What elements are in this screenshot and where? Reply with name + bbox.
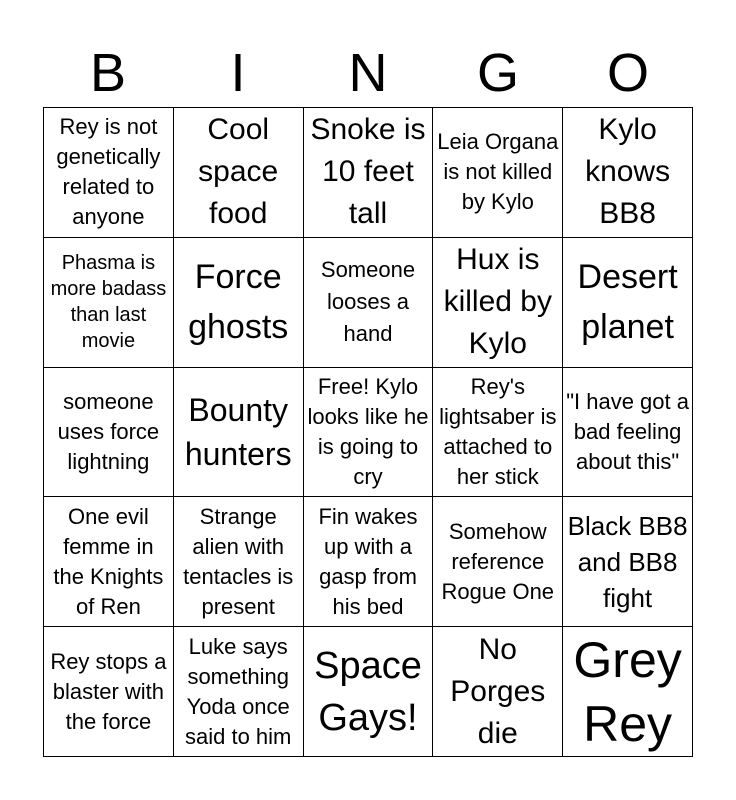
header-letter-o: O: [606, 43, 649, 103]
bingo-cell[interactable]: [433, 497, 563, 627]
header-letter-i: I: [230, 43, 246, 103]
bingo-cell[interactable]: [174, 238, 304, 368]
bingo-cell[interactable]: [433, 627, 563, 757]
cell-text: Rey is not genetically related to anyone: [56, 114, 161, 230]
cell-text: Kylo knows BB8: [585, 113, 671, 231]
bingo-cell[interactable]: [304, 238, 434, 368]
bingo-cell[interactable]: [563, 627, 693, 757]
cell-text: Free! Kylo looks like he is going to cry: [307, 373, 429, 489]
bingo-cell[interactable]: [44, 368, 174, 498]
cell-text: Grey Rey: [573, 631, 682, 752]
cell-text: One evil femme in the Knights of Ren: [53, 503, 164, 619]
bingo-cell[interactable]: [433, 238, 563, 368]
cell-text: Space Gays!: [314, 644, 422, 739]
cell-text: Desert planet: [577, 258, 678, 347]
cell-text: No Porges die: [450, 632, 546, 750]
cell-text: Hux is killed by Kylo: [443, 243, 552, 361]
bingo-cell[interactable]: [563, 497, 693, 627]
cell-text: Cool space food: [198, 113, 279, 231]
bingo-cell[interactable]: [174, 108, 304, 238]
bingo-cell[interactable]: [174, 497, 304, 627]
bingo-header: [43, 40, 693, 106]
bingo-cell-free[interactable]: [304, 368, 434, 498]
cell-text: Phasma is more badass than last movie: [50, 252, 167, 353]
cell-text: Leia Organa is not killed by Kylo: [437, 129, 559, 215]
bingo-cell[interactable]: [44, 108, 174, 238]
cell-text: Someone looses a hand: [320, 257, 416, 347]
bingo-cell[interactable]: [44, 497, 174, 627]
bingo-cell[interactable]: [44, 238, 174, 368]
bingo-cell[interactable]: [304, 497, 434, 627]
bingo-cell[interactable]: [433, 368, 563, 498]
bingo-cell[interactable]: [563, 238, 693, 368]
bingo-cell[interactable]: [174, 368, 304, 498]
bingo-cell[interactable]: [563, 368, 693, 498]
cell-text: Bounty hunters: [184, 391, 292, 472]
cell-text: Strange alien with tentacles is present: [183, 503, 294, 619]
bingo-board: [43, 107, 693, 757]
header-letter-n: N: [348, 43, 388, 103]
header-letter-g: G: [476, 43, 519, 103]
bingo-cell[interactable]: [44, 627, 174, 757]
cell-text: Snoke is 10 feet tall: [310, 113, 426, 231]
bingo-cell[interactable]: [563, 108, 693, 238]
cell-text: Somehow reference Rogue One: [441, 518, 555, 604]
bingo-cell[interactable]: [304, 627, 434, 757]
cell-text: Force ghosts: [188, 258, 289, 347]
cell-text: someone uses force lightning: [57, 388, 160, 474]
bingo-cell[interactable]: [304, 108, 434, 238]
cell-text: Fin wakes up with a gasp from his bed: [318, 503, 418, 619]
cell-text: Rey's lightsaber is attached to her stick: [439, 373, 557, 489]
header-letter-b: B: [89, 43, 127, 103]
cell-text: "I have got a bad feeling about this": [566, 388, 689, 474]
bingo-cell[interactable]: [174, 627, 304, 757]
cell-text: Black BB8 and BB8 fight: [567, 510, 688, 613]
cell-text: Luke says something Yoda once said to him: [185, 633, 292, 749]
cell-text: Rey stops a blaster with the force: [50, 648, 167, 734]
bingo-cell[interactable]: [433, 108, 563, 238]
